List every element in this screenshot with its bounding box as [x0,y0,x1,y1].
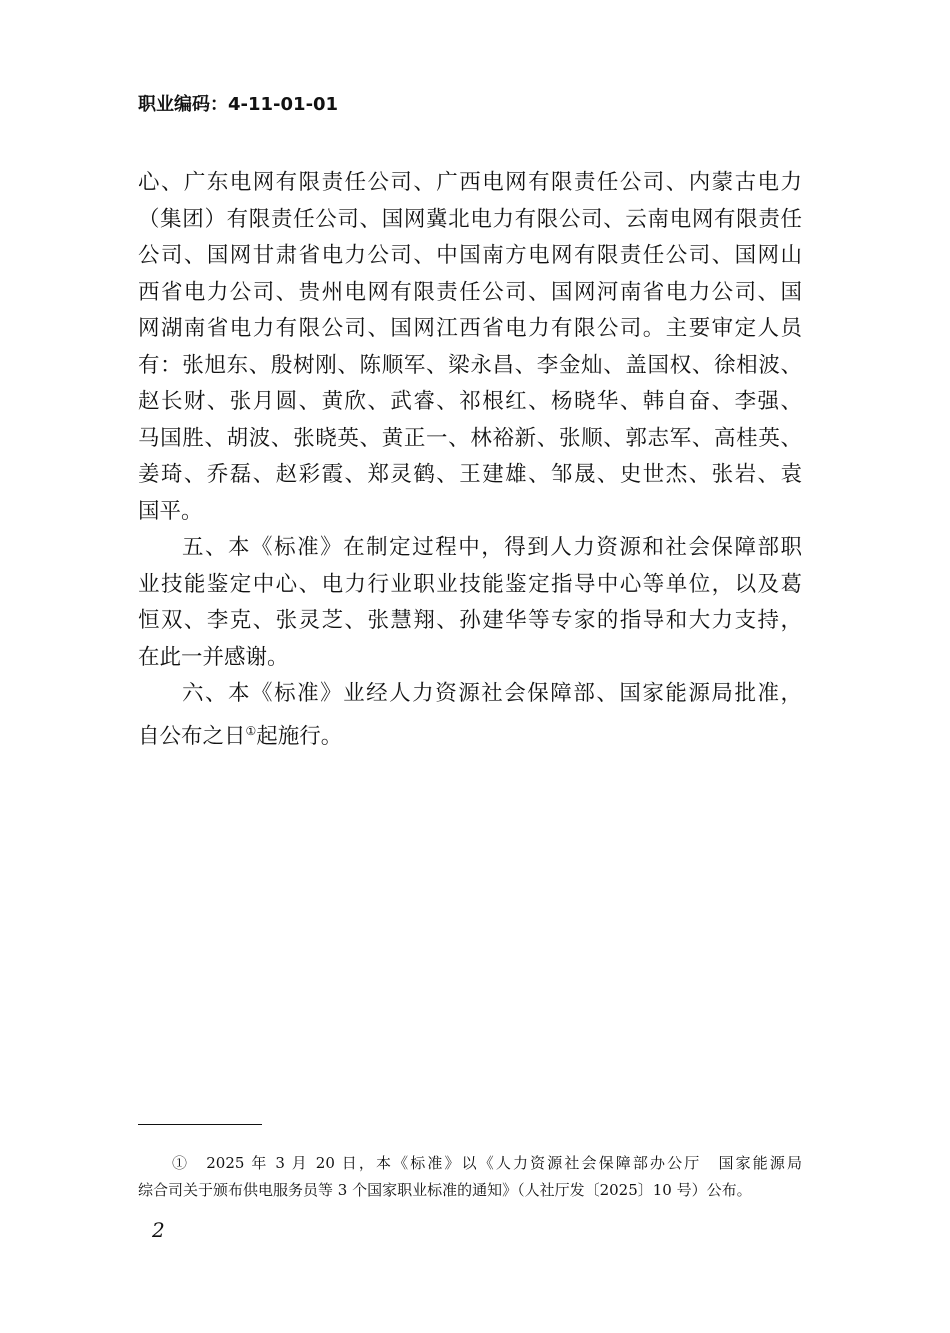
text-span: 起施行。 [256,723,343,749]
text-line: 国平。 [138,498,203,524]
paragraph-five [138,530,802,676]
text-line: 在此一并感谢。 [138,644,289,670]
text-line: 西省电力公司、贵州电网有限责任公司、国网河南省电力公司、国 [138,279,802,305]
text-line: 业技能鉴定中心、电力行业职业技能鉴定指导中心等单位，以及葛 [138,571,802,597]
footnote-reference[interactable]: ① [245,723,257,738]
text-line: 恒双、李克、张灵芝、张慧翔、孙建华等专家的指导和大力支持， [138,608,802,633]
footnote-divider [138,1124,262,1125]
footnote-line: ① 2025 年 3 月 20 日，本《标准》以《人力资源社会保障部办公厅 国家能源局 [172,1154,802,1172]
page-number: 2 [152,1218,165,1242]
text-span: 自公布之日 [138,723,246,749]
paragraph-six [138,676,802,749]
text-line: （集团）有限责任公司、国网冀北电力有限公司、云南电网有限责任 [138,206,802,232]
footnote [138,1150,802,1204]
text-line: 六、本《标准》业经人力资源社会保障部、国家能源局批准， [182,681,802,706]
text-line: 有：张旭东、殷树刚、陈顺军、梁永昌、李金灿、盖国权、徐相波、 [138,352,802,378]
occupation-code-header: 职业编码：4-11-01-01 [138,94,339,115]
text-line: 姜琦、乔磊、赵彩霞、郑灵鹤、王建雄、邹晟、史世杰、张岩、袁 [138,462,802,487]
text-line [138,713,802,750]
text-line: 五、本《标准》在制定过程中，得到人力资源和社会保障部职 [182,535,802,560]
document-body [138,165,802,749]
footnote-line: 综合司关于颁布供电服务员等 3 个国家职业标准的通知》（人社厅发〔2025〕10 号）公布。 [138,1181,752,1199]
text-line: 马国胜、胡波、张晓英、黄正一、林裕新、张顺、郭志军、高桂英、 [138,425,802,451]
text-line: 赵长财、张月圆、黄欣、武睿、祁根红、杨晓华、韩自奋、李强、 [138,389,802,414]
text-line: 心、广东电网有限责任公司、广西电网有限责任公司、内蒙古电力 [138,170,802,195]
text-line: 网湖南省电力有限公司、国网江西省电力有限公司。主要审定人员 [138,316,802,341]
paragraph-continued [138,165,802,530]
text-line: 公司、国网甘肃省电力公司、中国南方电网有限责任公司、国网山 [138,243,802,268]
